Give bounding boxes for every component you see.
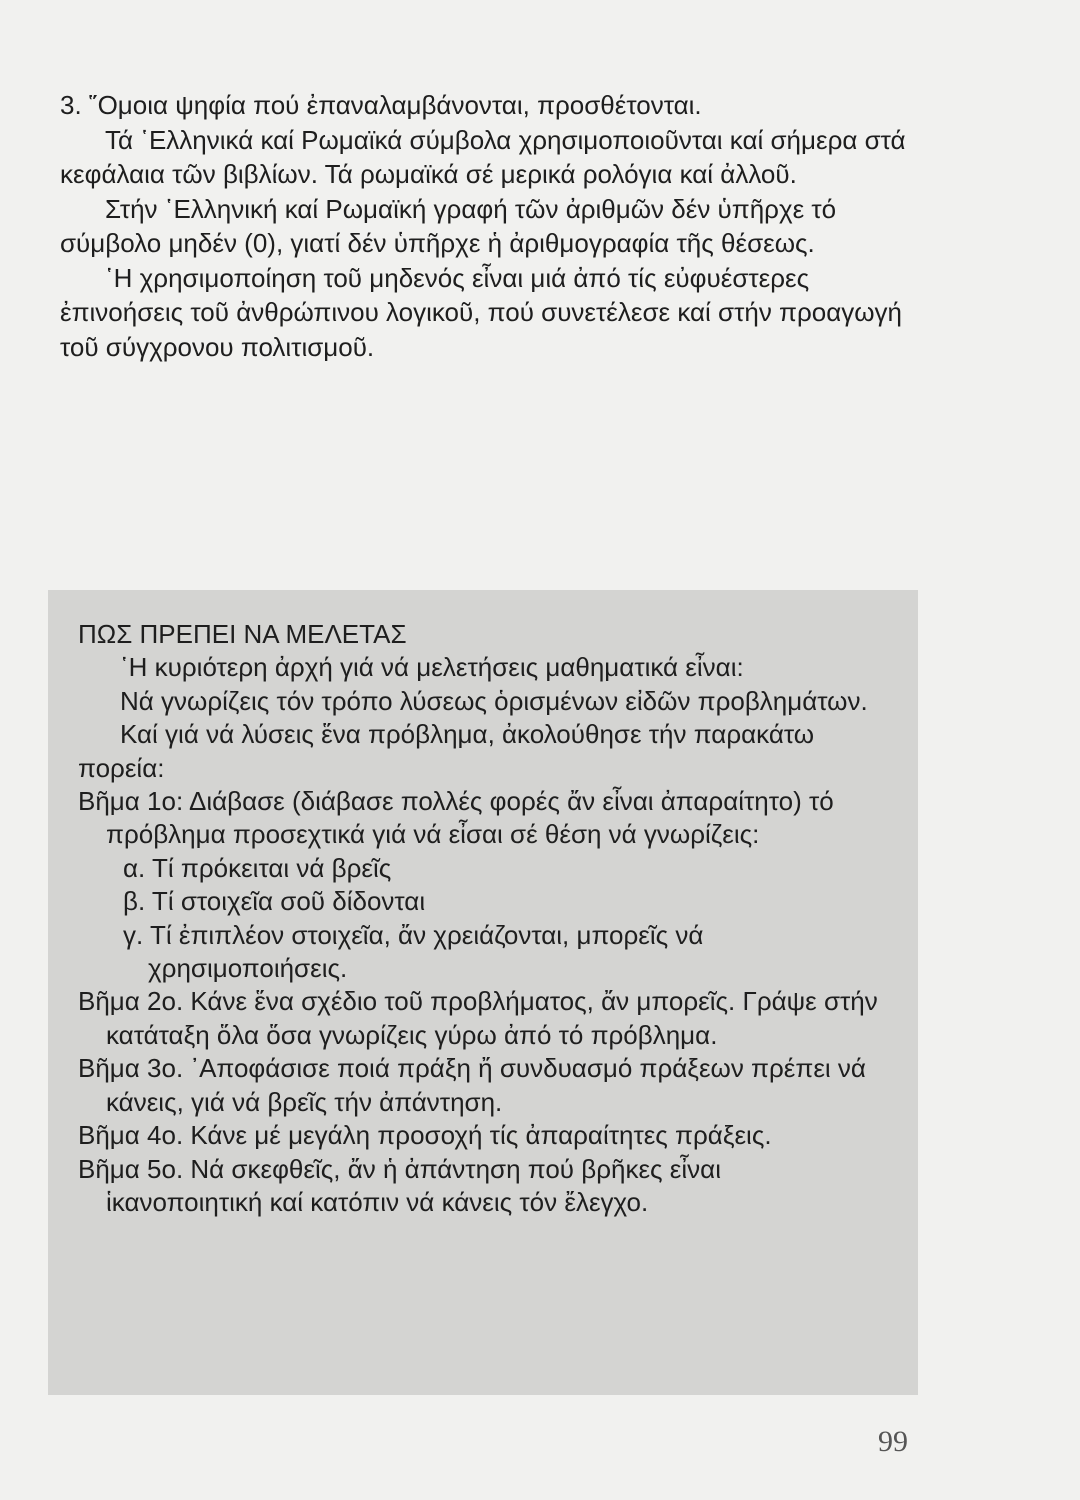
page-number: 99	[878, 1425, 908, 1458]
intro-paragraph: Τά ῾Ελληνικά καί Ρωμαϊκά σύμβολα χρησιμοποιοῦνται καί σήμερα στά κεφάλαια τῶν βιβλίων. Τά ρωμαϊκά σέ μερικά ρολόγια καί ἀλλοῦ.	[60, 124, 906, 189]
step-5: Βῆμα 5ο. Νά σκεφθεῖς, ἄν ἡ ἀπάντηση πού βρῆκες εἶναι ἱκανοποιητική καί κατόπιν νά κάνεις τόν ἔλεγχο.	[78, 1153, 721, 1217]
step-1-sub-c: γ. Τί ἐπιπλέον στοιχεῖα, ἄν χρειάζονται, μπορεῖς νά χρησιμοποιήσεις.	[123, 919, 704, 984]
step-1-sub-a: α. Τί πρόκειται νά βρεῖς	[123, 852, 392, 883]
study-tips-content	[78, 618, 878, 1219]
intro-text	[60, 88, 930, 364]
study-tips-box	[48, 590, 918, 1395]
step-1-sub-b: β. Τί στοιχεῖα σοῦ δίδονται	[123, 886, 426, 917]
step-1: Βῆμα 1ο: Διάβασε (διάβασε πολλές φορές ἄν εἶναι ἀπαραίτητο) τό πρόβλημα προσεχτικά γιά νά εἶσαι σέ θέση νά γνωρίζεις:	[78, 786, 834, 850]
intro-item-3: 3. ῞Ομοια ψηφία πού ἐπαναλαμβάνονται, προσθέτονται.	[60, 90, 702, 120]
box-paragraph: Καί γιά νά λύσεις ἕνα πρόβλημα, ἀκολούθησε τήν παρακάτω πορεία:	[78, 719, 815, 783]
intro-paragraph: ῾Η χρησιμοποίηση τοῦ μηδενός εἶναι μιά ἀπό τίς εὐφυέστερες ἐπινοήσεις τοῦ ἀνθρώπινου λογικοῦ, πού συνετέλεσε καί στήν προαγωγή τοῦ σύγχρονου πολιτισμοῦ.	[60, 262, 903, 362]
step-3: Βῆμα 3ο. ᾿Αποφάσισε ποιά πράξη ἤ συνδυασμό πράξεων πρέπει νά κάνεις, γιά νά βρεῖς τήν ἀπάντηση.	[78, 1053, 866, 1117]
step-4: Βῆμα 4ο. Κάνε μέ μεγάλη προσοχή τίς ἀπαραίτητες πράξεις.	[78, 1120, 772, 1151]
box-heading: ΠΩΣ ΠΡΕΠΕΙ ΝΑ ΜΕΛΕΤΑΣ	[78, 619, 407, 649]
intro-paragraph: Στήν ῾Ελληνική καί Ρωμαϊκή γραφή τῶν ἀριθμῶν δέν ὑπῆρχε τό σύμβολο μηδέν (0), γιατί δέν ὑπῆρχε ἡ ἀριθμογραφία τῆς θέσεως.	[60, 193, 837, 258]
step-2: Βῆμα 2ο. Κάνε ἕνα σχέδιο τοῦ προβλήματος, ἄν μπορεῖς. Γράψε στήν κατάταξη ὅλα ὅσα γνωρίζεις γύρω ἀπό τό πρόβλημα.	[78, 986, 878, 1050]
box-paragraph: Νά γνωρίζεις τόν τρόπο λύσεως ὁρισμένων εἰδῶν προβλημάτων.	[120, 685, 868, 716]
box-paragraph: ῾Η κυριότερη ἀρχή γιά νά μελετήσεις μαθηματικά εἶναι:	[120, 652, 744, 683]
